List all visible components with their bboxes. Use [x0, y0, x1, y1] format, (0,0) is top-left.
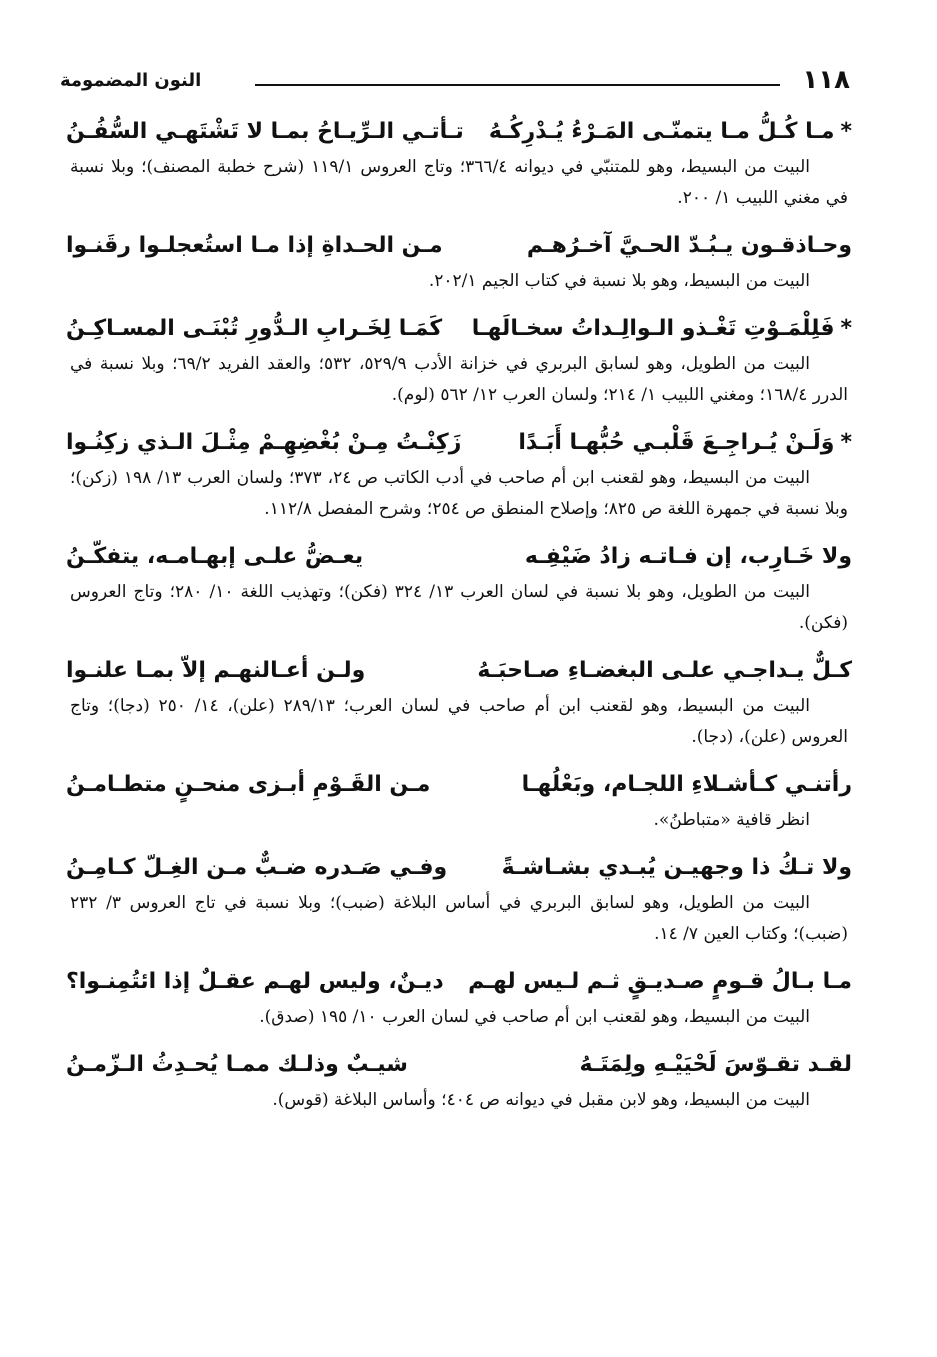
- verse-note: البيت من الطويل، وهو لسابق البربري في أساس البلاغة (ضبب)؛ وبلا نسبة في تاج العروس ٣/ ٢٣٢ (ضبب)؛ وكتاب العين ٧/ ١٤.: [70, 893, 848, 944]
- second-hemistich: يعـضُّ علـى إبهـامـه، يتفكّـنُ: [66, 544, 364, 569]
- first-hemistich-text: ولا خَـارِب، إن فـاتـه زادُ ضَيْفِـه: [524, 544, 852, 569]
- header-rule: [255, 84, 780, 86]
- first-hemistich-text: كـلٌّ يـداجـي علـى البغضـاءِ صـاحبَـهُ: [477, 658, 852, 683]
- first-hemistich: [477, 651, 852, 691]
- verse-entry: [66, 962, 852, 1033]
- verse-line: [66, 226, 852, 266]
- first-hemistich-text: ولا تـكُ ذا وجهيـن يُبـدي بشـاشـةً: [501, 855, 852, 880]
- first-hemistich: [502, 848, 852, 888]
- first-hemistich: [489, 112, 852, 152]
- verse-line: [66, 848, 852, 888]
- starred-verse-marker: *: [840, 119, 852, 144]
- verse-entry: [66, 309, 852, 411]
- page-content: [66, 112, 852, 1128]
- verse-entry: [66, 1045, 852, 1116]
- verse-entry: [66, 848, 852, 950]
- verse-line: [66, 765, 852, 805]
- verse-entry: [66, 537, 852, 639]
- second-hemistich: كَمَـا لِخَـرابِ الـدُّورِ تُبْنَـى المسـاكِـنُ: [66, 316, 443, 341]
- second-hemistich: زَكِنْـتُ مِـنْ بُغْضِهِـمْ مِثْـلَ الـذي زكِنُـوا: [66, 430, 462, 455]
- verse-note: البيت من البسيط، وهو للمتنبّي في ديوانه ٣٦٦/٤؛ وتاج العروس ١١٩/١ (شرح خطبة المصنف)؛ وبلا نسبة في مغني اللبيب ١/ ٢٠٠.: [70, 157, 848, 208]
- first-hemistich-text: فَلِلْمَـوْتِ تَغْـذو الـوالِـداتُ سخـالَهـا: [471, 316, 835, 341]
- verse-note: البيت من البسيط، وهو لابن مقبل في ديوانه ص ٤٠٤؛ وأساس البلاغة (قوس).: [272, 1090, 810, 1110]
- verse-line: [66, 537, 852, 577]
- first-hemistich-text: وَلَـنْ يُـراجِـعَ قَلْبـي حُبُّهـا أَبَـدًا: [518, 430, 835, 455]
- second-hemistich: ولـن أعـالنهـم إلاّ بمـا علنـوا: [66, 658, 366, 683]
- verse-note: انظر قافية «متباطنُ».: [653, 810, 810, 830]
- verse-note: البيت من البسيط، وهو بلا نسبة في كتاب الجيم ٢٠٢/١.: [428, 271, 810, 291]
- verse-line: [66, 651, 852, 691]
- verse-line: [66, 112, 852, 152]
- first-hemistich: [527, 226, 852, 266]
- first-hemistich-text: لقـد تقـوّسَ لَحْيَيْـهِ ولِمَتَـهُ: [579, 1052, 852, 1077]
- verse-note: البيت من البسيط، وهو لقعنب ابن أم صاحب في لسان العرب ١٠/ ١٩٥ (صدق).: [259, 1007, 810, 1027]
- second-hemistich: شيـبٌ وذلـك ممـا يُحـدِثُ الـزّمـنُ: [66, 1052, 408, 1077]
- second-hemistich: وفـي صَـدره ضـبٌّ مـن الغِـلّ كـامِـنُ: [66, 855, 448, 880]
- starred-verse-marker: *: [840, 430, 852, 455]
- first-hemistich: [468, 962, 852, 1002]
- page-header: [60, 64, 850, 100]
- first-hemistich: [525, 537, 852, 577]
- first-hemistich: [518, 423, 852, 463]
- first-hemistich-text: مـا بـالُ قـومٍ صـديـقٍ ثـم لـيس لهـم: [468, 969, 852, 994]
- verse-line: [66, 309, 852, 349]
- verse-entry: [66, 765, 852, 836]
- first-hemistich-text: مـا كُـلُّ مـا يتمنّـى المَـرْءُ يُـدْرِكُـهُ: [488, 119, 835, 144]
- first-hemistich: [579, 1045, 852, 1085]
- first-hemistich-text: وحـاذقـون يـبُـدّ الحـيَّ آخـرُهـم: [526, 233, 852, 258]
- verse-line: [66, 1045, 852, 1085]
- verse-entry: [66, 651, 852, 753]
- verse-note: البيت من البسيط، وهو لقعنب ابن أم صاحب في أدب الكاتب ص ٢٤، ٣٧٣؛ ولسان العرب ١٣/ ١٩٨ (زكن)؛ وبلا نسبة في جمهرة اللغة ص ٨٢٥؛ وإصلاح المنطق ص ٢٥٤؛ وشرح المفصل ١١٢/٨.: [70, 468, 848, 519]
- page-number: ١١٨: [802, 65, 850, 95]
- verse-note: البيت من البسيط، وهو لقعنب ابن أم صاحب في لسان العرب؛ ٢٨٩/١٣ (علن)، ١٤/ ٢٥٠ (دجا)؛ وتاج العروس (علن)، (دجا).: [70, 696, 848, 747]
- second-hemistich: ديـنٌ، وليس لهـم عقـلٌ إذا ائتُمِنـوا؟: [66, 969, 444, 994]
- first-hemistich: [522, 765, 852, 805]
- second-hemistich: مـن القَـوْمِ أبـزى منحـنٍ متطـامـنُ: [66, 772, 431, 797]
- verse-entry: [66, 423, 852, 525]
- verse-line: [66, 423, 852, 463]
- running-title: النون المضمومة: [60, 70, 202, 91]
- verse-entry: [66, 226, 852, 297]
- verse-entry: [66, 112, 852, 214]
- first-hemistich-text: رأتنـي كـأشـلاءِ اللجـام، وبَعْلُهـا: [521, 772, 852, 797]
- verse-note: البيت من الطويل، وهو لسابق البربري في خزانة الأدب ٥٢٩/٩، ٥٣٢؛ والعقد الفريد ٦٩/٢؛ وبلا نسبة في الدرر ١٦٨/٤؛ ومغني اللبيب ١/ ٢١٤؛ ولسان العرب ١٢/ ٥٦٢ (لوم).: [70, 354, 848, 405]
- verse-line: [66, 962, 852, 1002]
- first-hemistich: [472, 309, 852, 349]
- second-hemistich: مـن الحـداةِ إذا مـا استُعجلـوا رقَنـوا: [66, 233, 443, 258]
- second-hemistich: تـأتـي الـرِّيـاحُ بمـا لا تَشْتَهـي السُّفُـنُ: [66, 119, 464, 144]
- verse-note: البيت من الطويل، وهو بلا نسبة في لسان العرب ١٣/ ٣٢٤ (فكن)؛ وتهذيب اللغة ١٠/ ٢٨٠؛ وتاج العروس (فكن).: [70, 582, 848, 633]
- starred-verse-marker: *: [840, 316, 852, 341]
